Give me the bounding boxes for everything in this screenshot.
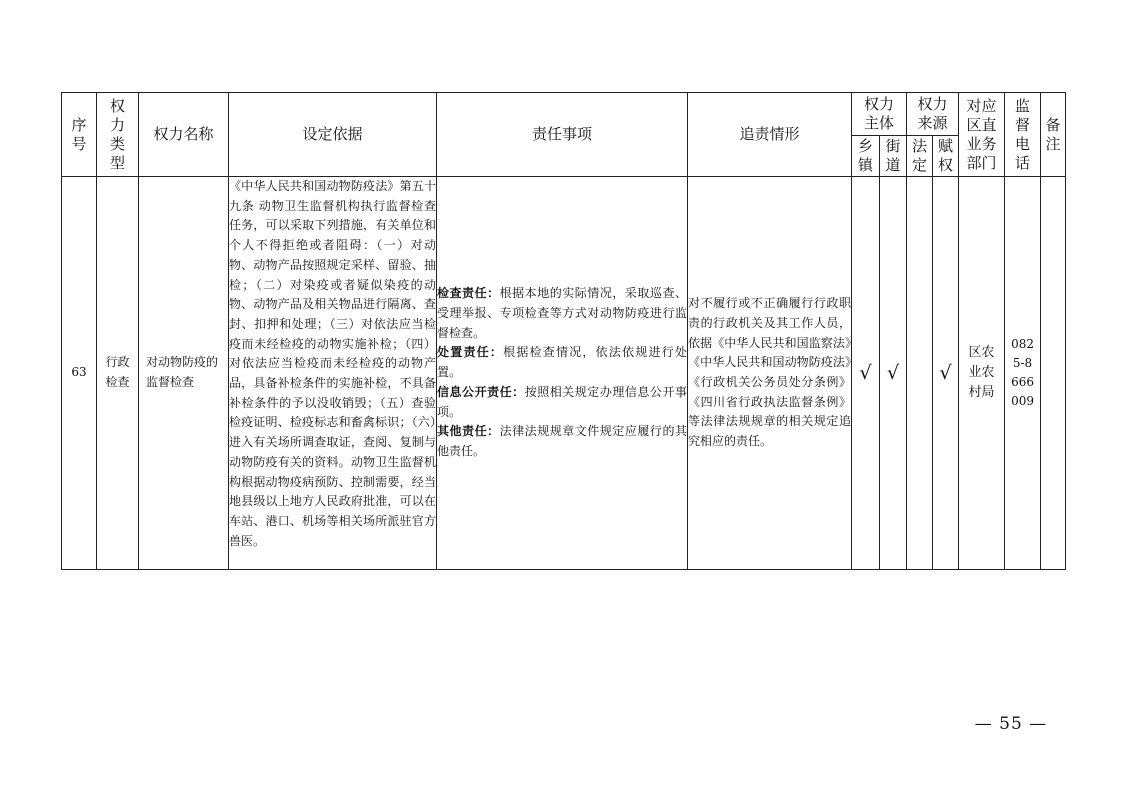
cell-department: 区农 业农 村局 xyxy=(959,177,1005,570)
cell-power-type: 行政检查 xyxy=(97,177,139,570)
responsibility-item: 检查责任：根据本地的实际情况，采取巡查、受理举报、专项检查等方式对动物防疫进行监督检查。 xyxy=(437,286,687,340)
cell-power-name: 对动物防疫的监督检查 xyxy=(139,177,229,570)
header-grant: 赋 权 xyxy=(933,136,959,177)
header-accountability: 追责情形 xyxy=(688,93,852,177)
header-department: 对应 区直 业务 部门 xyxy=(959,93,1005,177)
cell-street-check: √ xyxy=(880,177,907,570)
header-town: 乡 镇 xyxy=(852,136,880,177)
cell-grant-check: √ xyxy=(933,177,959,570)
header-row xyxy=(62,93,1066,136)
header-power-subject: 权力 主体 xyxy=(852,93,907,136)
cell-accountability: 对不履行或不正确履行行政职责的行政机关及其工作人员，依据《中华人民共和国监察法》《中华人民共和国动物防疫法》《行政机关公务员处分条例》《四川省行政执法监督条例》等法律法规规章的相关规定追究相应的责任。 xyxy=(688,177,852,570)
header-seq: 序号 xyxy=(62,93,97,177)
header-responsibility: 责任事项 xyxy=(437,93,688,177)
header-basis: 设定依据 xyxy=(229,93,437,177)
header-power-type: 权 力 类 型 xyxy=(97,93,139,177)
cell-seq: 63 xyxy=(62,177,97,570)
responsibility-item: 处置责任：根据检查情况，依法依规进行处置。 xyxy=(437,345,687,380)
responsibility-item: 信息公开责任：按照相关规定办理信息公开事项。 xyxy=(437,384,687,419)
header-legal: 法 定 xyxy=(907,136,933,177)
header-phone: 监 督 电 话 xyxy=(1005,93,1041,177)
cell-legal-check xyxy=(907,177,933,570)
power-list-table xyxy=(61,92,1066,570)
header-street: 街 道 xyxy=(880,136,907,177)
cell-responsibility xyxy=(437,177,688,570)
table-row xyxy=(62,177,1066,570)
cell-remark xyxy=(1041,177,1066,570)
header-remark: 备 注 xyxy=(1041,93,1066,177)
header-power-source: 权力 来源 xyxy=(907,93,959,136)
page-number: — 55 — xyxy=(974,714,1048,734)
header-power-name: 权力名称 xyxy=(139,93,229,177)
cell-phone: 082 5-8 666 009 xyxy=(1005,177,1041,570)
cell-basis: 《中华人民共和国动物防疫法》第五十九条 动物卫生监督机构执行监督检查任务，可以采取下列措施，有关单位和个人不得拒绝或者阻碍：（一）对动物、动物产品按照规定采样、留验、抽检；（二）对染疫或者疑似染疫的动物、动物产品及相关物品进行隔离、查封、扣押和处理；（三）对依法应当检疫而未经检疫的动物实施补检；（四）对依法应当检疫而未经检疫的动物产品，具备补检条件的实施补检，不具备补检条件的予以没收销毁；（五）查验检疫证明、检疫标志和畜禽标识；（六）进入有关场所调查取证，查阅、复制与动物防疫有关的资料。动物卫生监督机构根据动物疫病预防、控制需要，经当地县级以上地方人民政府批准，可以在车站、港口、机场等相关场所派驻官方兽医。 xyxy=(229,177,437,570)
cell-town-check: √ xyxy=(852,177,880,570)
responsibility-item: 其他责任：法律法规规章文件规定应履行的其他责任。 xyxy=(437,424,687,458)
